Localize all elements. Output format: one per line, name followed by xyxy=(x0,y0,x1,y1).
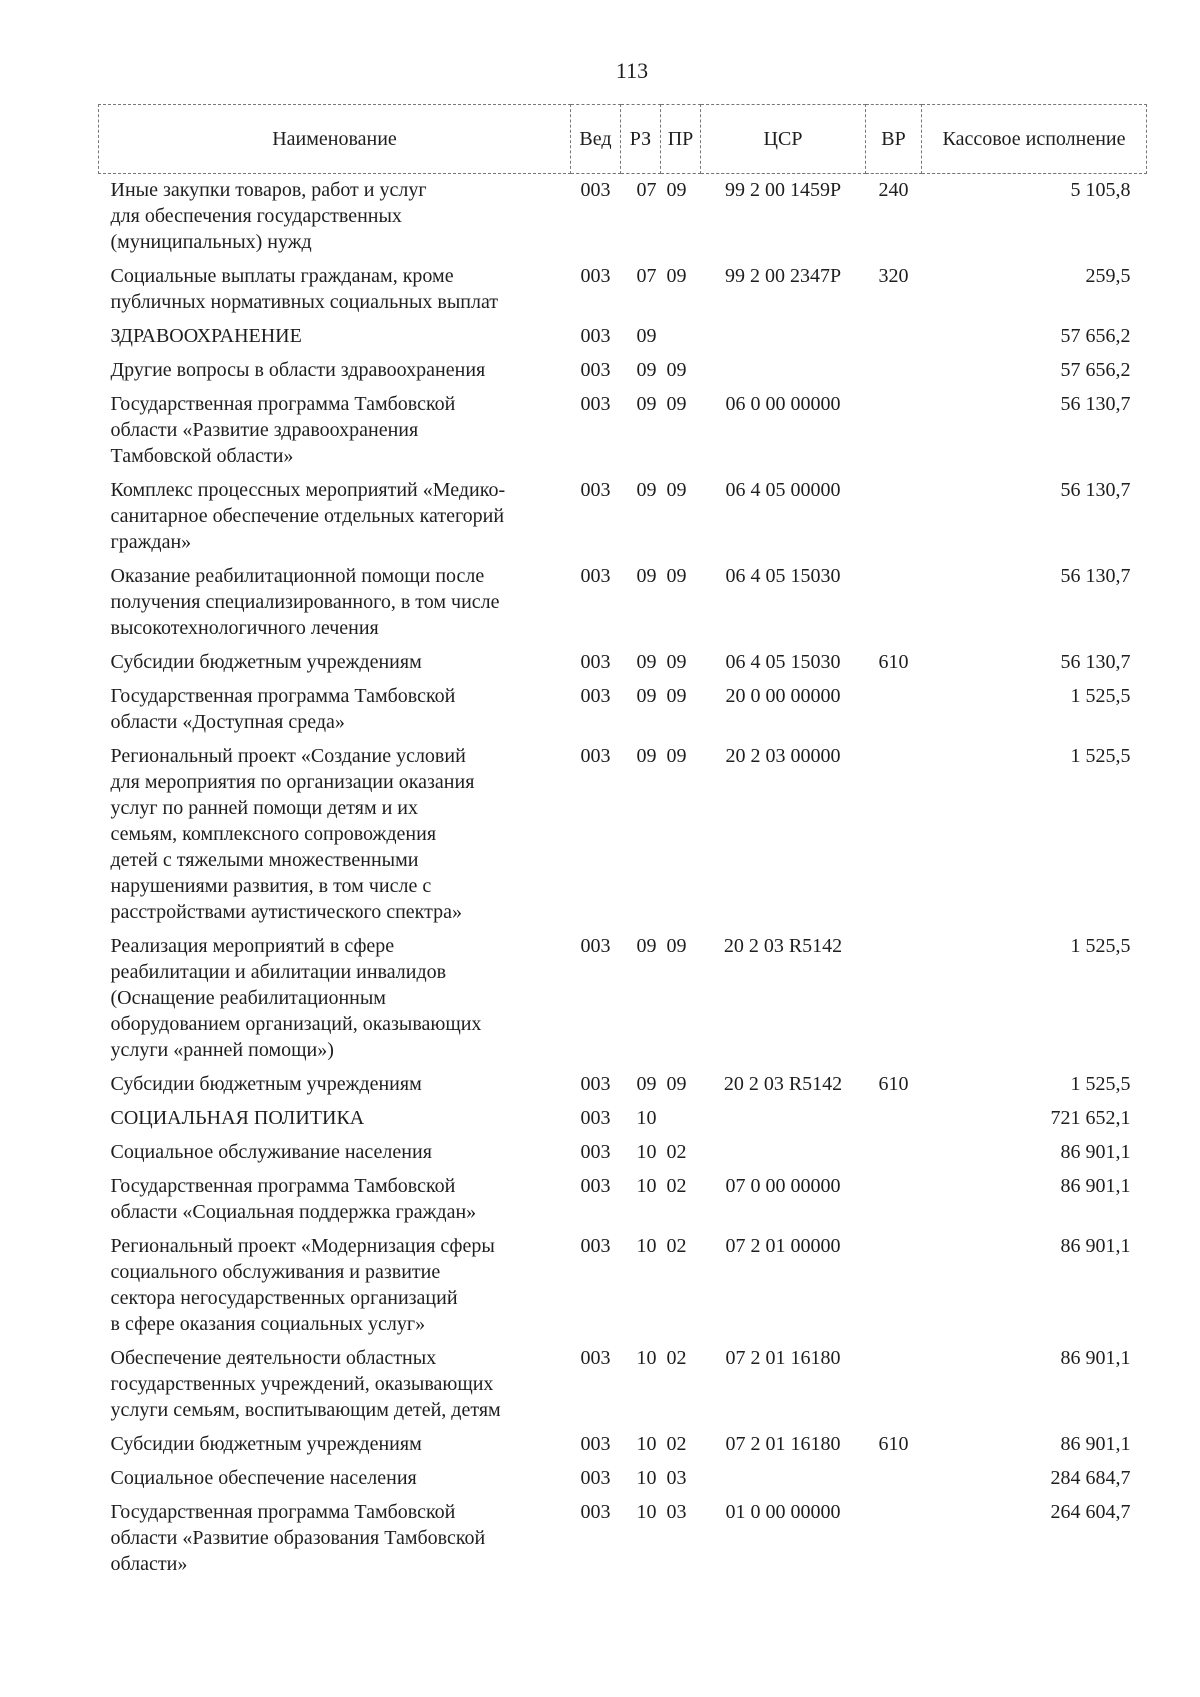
row-name xyxy=(99,388,571,474)
row-name xyxy=(99,1102,571,1136)
row-sum: 1 525,5 xyxy=(1070,745,1131,767)
row-pr: 09 xyxy=(666,179,687,201)
table-row xyxy=(99,174,1147,261)
row-ved: 003 xyxy=(580,1433,611,1455)
budget-table xyxy=(98,104,1147,1582)
table-row xyxy=(99,1230,1147,1342)
row-name-text: Другие вопросы в области здравоохранения xyxy=(110,359,486,381)
row-name xyxy=(99,1136,571,1170)
row-csr: 06 4 05 15030 xyxy=(725,565,841,587)
row-sum: 56 130,7 xyxy=(1060,651,1131,673)
row-sum: 86 901,1 xyxy=(1060,1347,1131,1369)
row-rz: 10 xyxy=(636,1175,657,1197)
row-ved: 003 xyxy=(580,359,611,381)
header-ved: Вед xyxy=(571,105,621,174)
row-pr: 09 xyxy=(666,565,687,587)
row-rz: 09 xyxy=(636,1073,657,1095)
row-pr: 09 xyxy=(666,479,687,501)
row-name xyxy=(99,320,571,354)
row-ved: 003 xyxy=(580,1141,611,1163)
header-sum: Кассовое исполнение xyxy=(922,105,1147,174)
row-vr: 320 xyxy=(878,265,909,287)
table-row xyxy=(99,1428,1147,1462)
row-name xyxy=(99,930,571,1068)
row-sum: 86 901,1 xyxy=(1060,1141,1131,1163)
row-name-text: Обеспечение деятельности областных государственных учреждений, оказывающих услуги семьям, воспитывающим детей, детям xyxy=(110,1347,501,1421)
row-name-text: Комплекс процессных мероприятий «Медико- санитарное обеспечение отдельных категорий граждан» xyxy=(110,479,506,553)
row-name-text: Государственная программа Тамбовской области «Доступная среда» xyxy=(110,685,456,733)
row-pr: 02 xyxy=(666,1433,687,1455)
table-row xyxy=(99,1136,1147,1170)
row-ved: 003 xyxy=(580,565,611,587)
row-rz: 09 xyxy=(636,935,657,957)
header-rz: РЗ xyxy=(621,105,661,174)
row-pr: 09 xyxy=(666,359,687,381)
row-pr xyxy=(661,320,701,354)
row-rz: 07 xyxy=(636,265,657,287)
row-name xyxy=(99,1428,571,1462)
row-csr xyxy=(701,1102,866,1136)
row-ved: 003 xyxy=(580,1175,611,1197)
row-csr: 06 4 05 15030 xyxy=(725,651,841,673)
row-name xyxy=(99,1496,571,1582)
row-ved: 003 xyxy=(580,1501,611,1523)
table-row xyxy=(99,740,1147,930)
row-sum: 56 130,7 xyxy=(1060,565,1131,587)
row-rz: 07 xyxy=(636,179,657,201)
row-vr xyxy=(866,388,922,474)
row-rz: 09 xyxy=(636,651,657,673)
row-pr: 09 xyxy=(666,935,687,957)
header-csr: ЦСР xyxy=(701,105,866,174)
row-sum: 284 684,7 xyxy=(1050,1467,1131,1489)
row-vr: 610 xyxy=(878,1433,909,1455)
row-name xyxy=(99,1342,571,1428)
row-name-text: Государственная программа Тамбовской области «Социальная поддержка граждан» xyxy=(110,1175,477,1223)
row-pr: 09 xyxy=(666,265,687,287)
row-name-text: Оказание реабилитационной помощи после получения специализированного, в том числе высокотехнологичного лечения xyxy=(110,565,500,639)
row-ved: 003 xyxy=(580,1235,611,1257)
row-ved: 003 xyxy=(580,1073,611,1095)
row-vr xyxy=(866,1230,922,1342)
row-pr: 02 xyxy=(666,1235,687,1257)
row-name-text: ЗДРАВООХРАНЕНИЕ xyxy=(110,325,302,347)
table-row xyxy=(99,646,1147,680)
row-rz: 10 xyxy=(636,1107,657,1129)
row-sum: 264 604,7 xyxy=(1050,1501,1131,1523)
row-vr xyxy=(866,1496,922,1582)
row-name xyxy=(99,1068,571,1102)
row-ved: 003 xyxy=(580,325,611,347)
row-csr: 20 0 00 00000 xyxy=(725,685,841,707)
table-body xyxy=(99,174,1147,1583)
row-rz: 10 xyxy=(636,1467,657,1489)
row-name xyxy=(99,1170,571,1230)
row-rz: 10 xyxy=(636,1501,657,1523)
row-ved: 003 xyxy=(580,685,611,707)
row-pr: 02 xyxy=(666,1347,687,1369)
row-sum: 1 525,5 xyxy=(1070,685,1131,707)
row-name xyxy=(99,354,571,388)
row-sum: 86 901,1 xyxy=(1060,1433,1131,1455)
row-vr xyxy=(866,1102,922,1136)
row-ved: 003 xyxy=(580,393,611,415)
row-rz: 09 xyxy=(636,685,657,707)
table-row xyxy=(99,1170,1147,1230)
row-csr: 20 2 03 R5142 xyxy=(723,935,843,957)
row-rz: 09 xyxy=(636,565,657,587)
row-sum: 86 901,1 xyxy=(1060,1175,1131,1197)
row-pr: 09 xyxy=(666,1073,687,1095)
row-name xyxy=(99,1230,571,1342)
row-vr xyxy=(866,740,922,930)
row-name-text: Региональный проект «Модернизация сферы социального обслуживания и развитие сектора негосударственных организаций в сфере оказания социальных услуг» xyxy=(110,1235,495,1335)
row-rz: 09 xyxy=(636,325,657,347)
row-vr xyxy=(866,1170,922,1230)
row-rz: 09 xyxy=(636,393,657,415)
row-name-text: Государственная программа Тамбовской области «Развитие здравоохранения Тамбовской области» xyxy=(110,393,456,467)
table-row xyxy=(99,260,1147,320)
row-name-text: Реализация мероприятий в сфере реабилитации и абилитации инвалидов (Оснащение реабилитационным оборудованием организаций, оказывающих услуги «ранней помощи») xyxy=(110,935,482,1061)
row-vr xyxy=(866,930,922,1068)
row-csr: 07 2 01 16180 xyxy=(725,1347,841,1369)
row-csr: 01 0 00 00000 xyxy=(725,1501,841,1523)
header-row xyxy=(99,105,1147,174)
table-row xyxy=(99,388,1147,474)
row-name xyxy=(99,260,571,320)
table-row xyxy=(99,1462,1147,1496)
row-csr: 07 2 01 16180 xyxy=(725,1433,841,1455)
header-name: Наименование xyxy=(99,105,571,174)
row-name xyxy=(99,474,571,560)
row-pr: 09 xyxy=(666,685,687,707)
table-row xyxy=(99,560,1147,646)
row-sum: 721 652,1 xyxy=(1050,1107,1131,1129)
row-rz: 10 xyxy=(636,1347,657,1369)
header-pr: ПР xyxy=(661,105,701,174)
table-row xyxy=(99,680,1147,740)
row-sum: 1 525,5 xyxy=(1070,1073,1131,1095)
row-vr xyxy=(866,320,922,354)
row-ved: 003 xyxy=(580,935,611,957)
row-name xyxy=(99,174,571,261)
row-pr: 02 xyxy=(666,1175,687,1197)
table-row xyxy=(99,1496,1147,1582)
table-header xyxy=(99,105,1147,174)
row-pr: 09 xyxy=(666,745,687,767)
row-vr: 610 xyxy=(878,1073,909,1095)
row-vr xyxy=(866,1462,922,1496)
row-rz: 09 xyxy=(636,479,657,501)
row-sum: 57 656,2 xyxy=(1060,359,1131,381)
row-ved: 003 xyxy=(580,745,611,767)
row-name-text: Государственная программа Тамбовской области «Развитие образования Тамбовской области» xyxy=(110,1501,486,1575)
row-pr: 02 xyxy=(666,1141,687,1163)
row-pr: 03 xyxy=(666,1467,687,1489)
row-csr xyxy=(701,1136,866,1170)
row-rz: 10 xyxy=(636,1141,657,1163)
row-csr: 07 2 01 00000 xyxy=(725,1235,841,1257)
row-ved: 003 xyxy=(580,265,611,287)
row-csr: 07 0 00 00000 xyxy=(725,1175,841,1197)
table-row xyxy=(99,320,1147,354)
table-row xyxy=(99,1342,1147,1428)
row-name xyxy=(99,740,571,930)
row-name xyxy=(99,560,571,646)
row-sum: 259,5 xyxy=(1085,265,1131,287)
row-sum: 1 525,5 xyxy=(1070,935,1131,957)
table-row xyxy=(99,1068,1147,1102)
row-name-text: СОЦИАЛЬНАЯ ПОЛИТИКА xyxy=(110,1107,365,1129)
row-csr xyxy=(701,354,866,388)
row-name xyxy=(99,680,571,740)
row-name-text: Субсидии бюджетным учреждениям xyxy=(110,1073,422,1095)
row-csr xyxy=(701,320,866,354)
row-name-text: Социальное обеспечение населения xyxy=(110,1467,417,1489)
row-vr xyxy=(866,474,922,560)
row-vr: 240 xyxy=(878,179,909,201)
table-row xyxy=(99,354,1147,388)
row-name-text: Субсидии бюджетным учреждениям xyxy=(110,1433,422,1455)
row-pr: 03 xyxy=(666,1501,687,1523)
row-ved: 003 xyxy=(580,1347,611,1369)
row-vr xyxy=(866,560,922,646)
row-sum: 5 105,8 xyxy=(1070,179,1131,201)
row-csr: 20 2 03 R5142 xyxy=(723,1073,843,1095)
row-ved: 003 xyxy=(580,651,611,673)
row-vr xyxy=(866,354,922,388)
row-sum: 56 130,7 xyxy=(1060,479,1131,501)
row-rz: 09 xyxy=(636,359,657,381)
row-sum: 86 901,1 xyxy=(1060,1235,1131,1257)
row-vr: 610 xyxy=(878,651,909,673)
row-ved: 003 xyxy=(580,179,611,201)
page-number: 113 xyxy=(615,58,649,83)
row-vr xyxy=(866,1342,922,1428)
row-name-text: Социальные выплаты гражданам, кроме публичных нормативных социальных выплат xyxy=(110,265,499,313)
row-ved: 003 xyxy=(580,1107,611,1129)
row-ved: 003 xyxy=(580,1467,611,1489)
row-name xyxy=(99,646,571,680)
header-vr: ВР xyxy=(866,105,922,174)
table-row xyxy=(99,930,1147,1068)
row-pr: 09 xyxy=(666,393,687,415)
row-csr xyxy=(701,1462,866,1496)
row-csr: 99 2 00 2347Р xyxy=(724,265,842,287)
row-csr: 99 2 00 1459Р xyxy=(724,179,842,201)
row-ved: 003 xyxy=(580,479,611,501)
row-name-text: Субсидии бюджетным учреждениям xyxy=(110,651,422,673)
row-name-text: Социальное обслуживание населения xyxy=(110,1141,432,1163)
row-csr: 20 2 03 00000 xyxy=(725,745,841,767)
row-name-text: Иные закупки товаров, работ и услуг для обеспечения государственных (муниципальных) нужд xyxy=(110,179,427,253)
row-rz: 10 xyxy=(636,1433,657,1455)
row-pr: 09 xyxy=(666,651,687,673)
table-row xyxy=(99,474,1147,560)
row-csr: 06 4 05 00000 xyxy=(725,479,841,501)
table-row xyxy=(99,1102,1147,1136)
row-vr xyxy=(866,1136,922,1170)
row-sum: 57 656,2 xyxy=(1060,325,1131,347)
row-pr xyxy=(661,1102,701,1136)
row-rz: 10 xyxy=(636,1235,657,1257)
row-rz: 09 xyxy=(636,745,657,767)
row-name-text: Региональный проект «Создание условий для мероприятия по организации оказания услуг по ранней помощи детям и их семьям, комплексного сопровождения детей с тяжелыми множественными нарушениями развития, в том числе с расстройствами аутистического спектра» xyxy=(110,745,475,923)
row-sum: 56 130,7 xyxy=(1060,393,1131,415)
row-vr xyxy=(866,680,922,740)
row-csr: 06 0 00 00000 xyxy=(725,393,841,415)
row-name xyxy=(99,1462,571,1496)
